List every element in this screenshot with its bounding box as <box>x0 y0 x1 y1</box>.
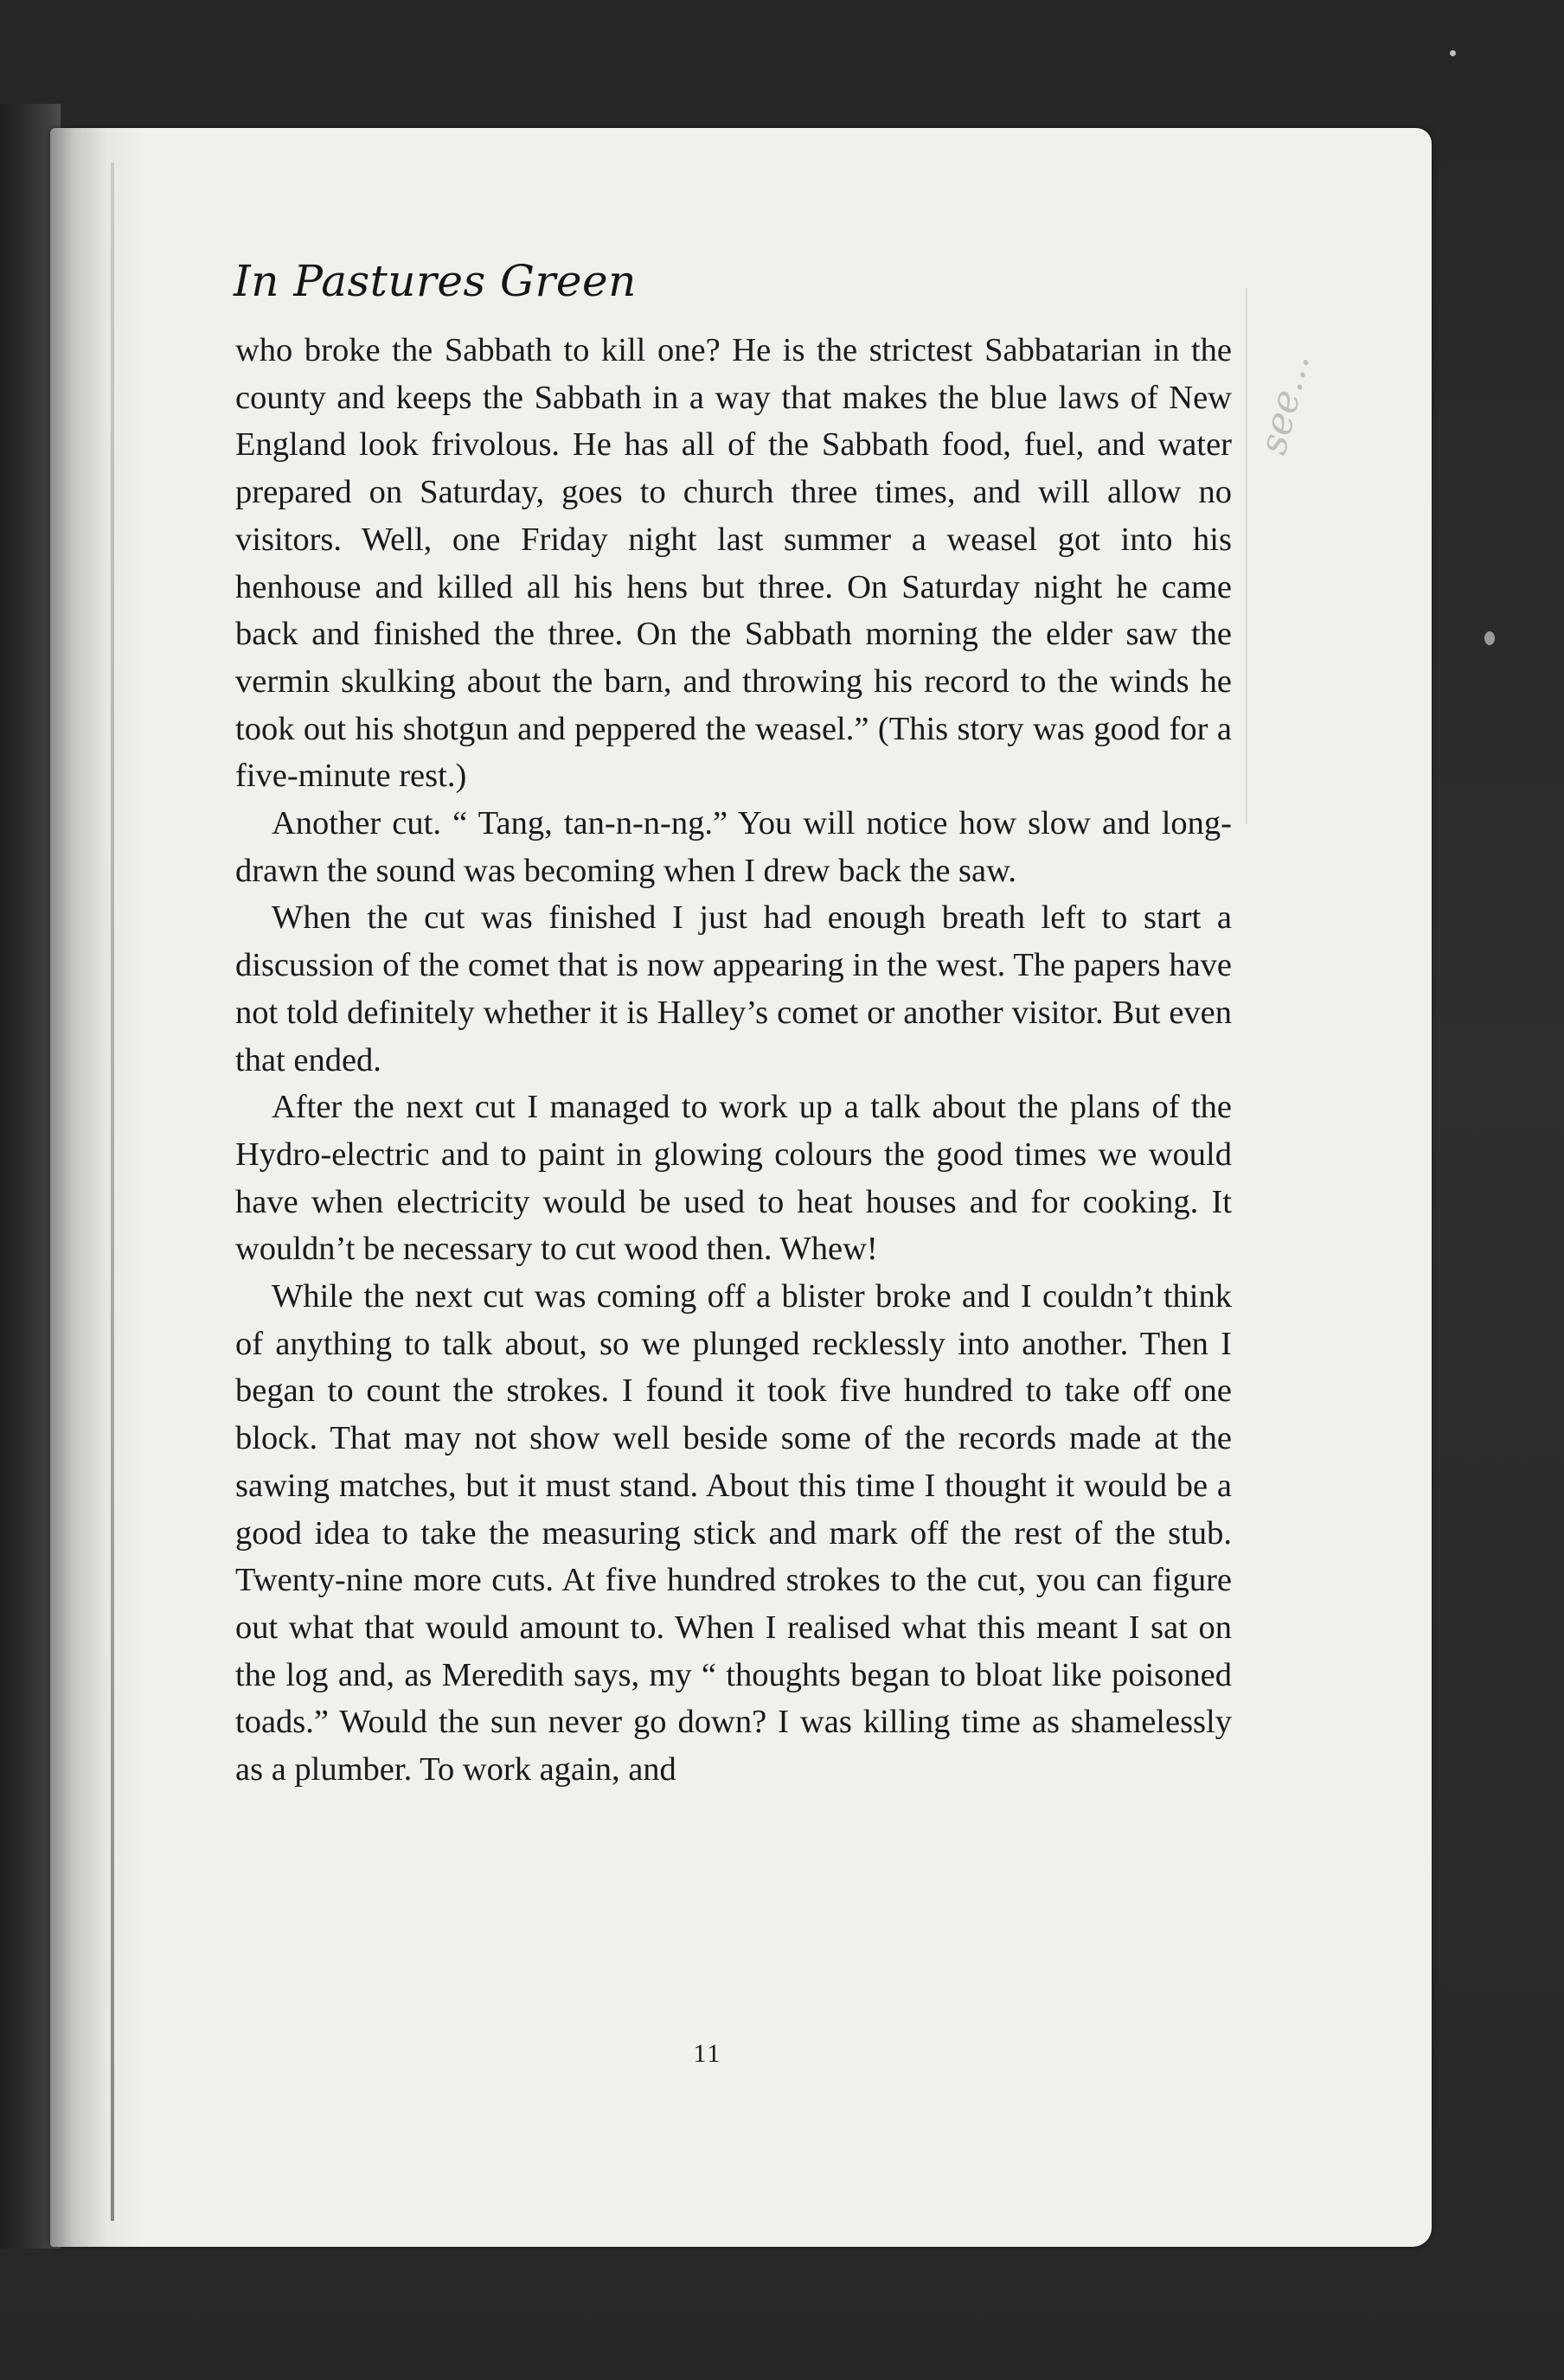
paragraph: After the next cut I managed to work up a talk about the plans of the Hydro-electric and to paint in glowing colours the good times we would have when electricity would be used to heat houses and for cooking. It wouldn’t be necessary to cut wood then. Whew! <box>235 1089 1232 1268</box>
paragraph: While the next cut was coming off a blister broke and I couldn’t think of anything to talk about, so we plunged recklessly into another. Then I began to count the strokes. I found it took five hundred to take off one block. That may not show well beside some of the records made at the sawing matches, but it must stand. About this time I thought it would be a good idea to take the measuring stick and mark off the rest of the stub. Twenty-nine more cuts. At five hundred strokes to the cut, you can figure out what that would amount to. When I realised what this meant I sat on the log and, as Meredith says, my “ thoughts began to bloat like poisoned toads.” Would the sun never go down? I was killing time as shamelessly as a plumber. To work again, and <box>235 1278 1232 1788</box>
page-number: 11 <box>693 2039 722 2068</box>
running-head: In Pastures Green <box>234 256 637 306</box>
book-page <box>50 128 1432 2247</box>
paragraph: who broke the Sabbath to kill one? He is the strictest Sabbatarian in the county and keeps the Sabbath in a way that makes the blue laws of New England look frivolous. He has all of the Sabbath food, fuel, and water prepared on Saturday, goes to church three times, and will allow no visitors. Well, one Friday night last summer a weasel got into his henhouse and killed all his hens but three. On Saturday night he came back and finished the three. On the Sabbath morning the elder saw the vermin skulking about the barn, and throwing his record to the winds he took out his shotgun and peppered the weasel.” (This story was good for a five-minute rest.) <box>235 332 1232 795</box>
gutter-fold <box>111 163 114 2221</box>
dust-speck <box>1484 631 1495 645</box>
dust-speck <box>1450 50 1456 56</box>
gutter-shadow <box>50 128 145 2247</box>
margin-rule <box>1246 288 1247 824</box>
paragraph: When the cut was finished I just had enough breath left to start a discussion of the comet that is now appearing in the west. The papers have not told definitely whether it is Halley’s comet or another visitor. But even that ended. <box>235 899 1232 1078</box>
pencil-margin-note: see… <box>1251 348 1319 459</box>
body-text <box>235 327 1232 1794</box>
paragraph: Another cut. “ Tang, tan-n-n-ng.” You will notice how slow and long-drawn the sound was becoming when I drew back the saw. <box>235 805 1232 889</box>
